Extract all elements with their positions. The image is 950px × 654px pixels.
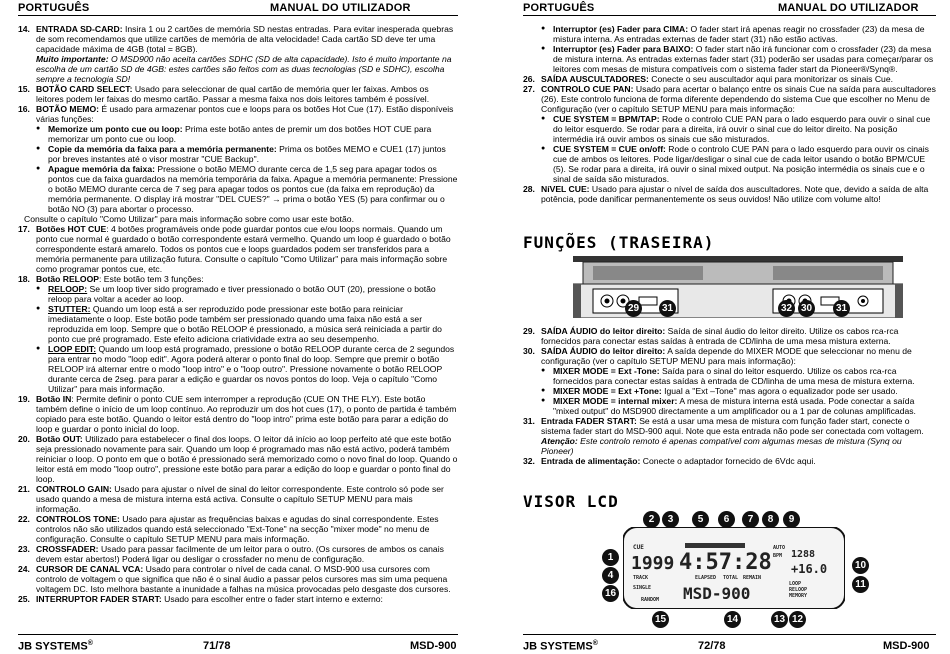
item-text: Conecte o adaptador fornecido de 6Vdc aqui. — [640, 456, 816, 466]
left-header-language: PORTUGUÊS — [18, 2, 90, 14]
callout-31: 31 — [659, 300, 676, 317]
rear-panel-illustration — [573, 256, 903, 318]
bullet-text: Igual a "Ext –Tone" mas agora o equalizador pode ser usado. — [661, 386, 898, 396]
item-number: 21. — [18, 484, 30, 494]
bullet-text: Quando um loop está programado, pressione o botão RELOOP durante cerca de 2 segundos para entrar no modo "loop edit". Agora poderá alterar o ponto final do loop. Sempre que premir o botão RELOOP irá alternar entre o modo "loop intro" e o "loop outro". Pressione novamente o botão RELOOP durante cerca de 2seg. para parar a edição e guardar os novos pontos do loop. Veja o capítulo "Como Utilizar" para mais informação. — [48, 344, 455, 394]
left-footer-model: MSD-900 — [410, 640, 457, 652]
item-number: 27. — [523, 84, 535, 94]
item-text: Usado para ajustar as frequências baixas e agudas do sinal correspondente. Estes controlos não são utilizados quando está seleccionado "Ext-Tone" na secção "mixer mode" no menu de configuração. Consulte o capítulo SETUP MENU para mais informação. — [36, 514, 439, 544]
item-28 — [523, 184, 936, 204]
item-number: 19. — [18, 394, 30, 404]
item-text: Usado para acertar o balanço entre os sinais Cue na saída para auscultadores (26). Este controlo funciona de forma diferente dependendo do sistema Cue que escolher no Menu de Configuração (ver o capítulo SETUP MENU para mais informação: — [541, 84, 936, 114]
item-text: Usado para controlar o nível de cada canal. O MSD-900 usa cursores com controlo de voltagem o que significa que não é o sinal áudio a passar pelos cursores mas sim uma pequena voltagem DC. Isto melhora bastante a inunidade a falhas na música provocadas pelo desgaste dos cursores. — [36, 564, 451, 594]
note-heading: Muito importante: — [36, 54, 109, 64]
bullet-heading: MIXER MODE = Ext -Tone: — [553, 366, 660, 376]
bullet-heading: STUTTER: — [48, 304, 91, 314]
lcd-label-auto: AUTO — [773, 545, 786, 551]
left-header-rule — [18, 15, 458, 16]
lcd-pitch: +16.0 — [791, 562, 828, 576]
item-30 — [523, 346, 936, 366]
item-number: 22. — [18, 514, 30, 524]
item-heading: BOTÃO CARD SELECT: — [36, 84, 133, 94]
left-footer-brand — [18, 640, 93, 653]
bullet-text: O fader start irá apenas reagir no crossfader (23) da mesa de mistura interna. As entradas externas de fader start (31) não estão activas. — [553, 24, 925, 44]
item-27 — [523, 84, 936, 114]
item-text: Usado para passar facilmente de um leitor para o outro. (Os cursores de ambos os canais devem estar abertos!) Poderá ligar ou desligar o crossfader no menu de configuração. — [36, 544, 444, 564]
lcd-label-random: RANDOM — [641, 597, 660, 603]
lcd-illustration — [623, 527, 845, 609]
bullet-heading: MIXER MODE = internal mixer: — [553, 396, 678, 406]
item-heading: CONTROLOS TONE: — [36, 514, 120, 524]
right-page-body-top — [523, 24, 936, 204]
lcd-bar-indicator — [685, 543, 745, 548]
bullet-text: O fader start não irá funcionar com o crossfader (23) da mesa de mistura interna. As entradas externas fader start (31) poderão ser usadas para começar/parar os leitores com mesas de mistura compatíveis com o sistema fader start da Pioneer®/Synq®. — [553, 44, 934, 74]
item-number: 23. — [18, 544, 30, 554]
bullet-heading: Copie da memória da faixa para a memória permanente: — [48, 144, 277, 154]
item-16-tail: Consulte o capítulo "Como Utilizar" para mais informação sobre como usar este botão. — [24, 214, 354, 224]
item-20 — [18, 434, 458, 484]
lcd-label-track: TRACK — [633, 575, 649, 581]
item-heading: SAÍDA ÁUDIO do leitor direito: — [541, 346, 666, 356]
bullet — [36, 284, 458, 304]
callout-13: 13 — [771, 611, 788, 628]
bullet — [36, 124, 458, 144]
right-header-rule — [523, 15, 936, 16]
callout-2: 2 — [643, 511, 660, 528]
callout-11: 11 — [852, 576, 869, 593]
item-18 — [18, 274, 458, 284]
item-heading: CROSSFADER: — [36, 544, 99, 554]
callout-1: 1 — [602, 549, 619, 566]
callout-6: 6 — [718, 511, 735, 528]
lcd-track-number: 1999 — [631, 553, 675, 574]
lcd-label-memory: MEMORY — [789, 593, 808, 599]
left-header-title: MANUAL DO UTILIZADOR — [270, 2, 411, 14]
item-text: : Este botão tem 3 funções: — [99, 274, 204, 284]
lcd-label-elapsed: ELAPSED — [695, 575, 717, 581]
callout-3: 3 — [662, 511, 679, 528]
bullet-text: Rode o controlo CUE PAN para o lado esquerdo para ouvir os cinais cue de ambos os leitores. Pode ligar/desligar o sinal cue de cada leitor usando o botão BPM/CUE (5). Se rodar para a direita, irá ouvir o sinal mixed output. Na posição intermédia os sinais cue e o sinal de saída são misturados. — [553, 144, 929, 184]
item-number: 20. — [18, 434, 30, 444]
callout-9: 9 — [783, 511, 800, 528]
item-number: 16. — [18, 104, 30, 114]
item-number: 15. — [18, 84, 30, 94]
bullet-heading: RELOOP: — [48, 284, 88, 294]
bullet — [36, 144, 458, 164]
bullet — [541, 114, 936, 144]
item-text: Saída de sinal áudio do leitor direito. Utilize os cabos rca-rca fornecidos para conectar estas saídas à entrada de CD/linha de uma mesa mistura externa. — [541, 326, 899, 346]
item-number: 30. — [523, 346, 535, 356]
callout-14: 14 — [724, 611, 741, 628]
bullet — [541, 44, 936, 74]
item-17 — [18, 224, 458, 274]
item-22 — [18, 514, 458, 544]
bullet — [36, 304, 458, 344]
left-footer-rule — [18, 634, 458, 635]
right-footer-model: MSD-900 — [883, 640, 930, 652]
item-heading: Botão IN — [36, 394, 72, 404]
lcd-label-single: SINGLE — [633, 585, 652, 591]
item-15 — [18, 84, 458, 104]
callout-15: 15 — [652, 611, 669, 628]
callout-31b: 31 — [833, 300, 850, 317]
right-header-language: PORTUGUÊS — [523, 2, 595, 14]
lcd-label-bpm: BPM — [773, 553, 783, 559]
lcd-label-cue: CUE — [633, 544, 644, 551]
callout-16: 16 — [602, 585, 619, 602]
item-text: Usado para seleccionar de qual cartão de memória quer ler faixas. Ambos os leitores podem ler faixas do mesmo cartão. Passar a mesma faixa nos dois leitores também é possível. — [36, 84, 430, 104]
bullet — [541, 366, 936, 386]
lcd-time: 4:57:28 — [679, 550, 772, 575]
bullet-heading: Apague memória da faixa: — [48, 164, 155, 174]
bullet-text: Prima os botões MEMO e CUE1 (17) juntos por breves instantes até o visor mostrar "CUE Backup". — [48, 144, 446, 164]
item-text: Usado para ajustar o nível de sinal do leitor correspondente. Este controlo só pode ser usado quando a mesa de mistura interna está activa. Consulte o capítulo SETUP MENU para mais informação. — [36, 484, 444, 514]
bullet — [541, 386, 936, 396]
brand-name: JB SYSTEMS — [18, 640, 88, 653]
lcd-label-loop: LOOP — [789, 581, 802, 587]
bullet — [541, 24, 936, 44]
item-heading: Botão RELOOP — [36, 274, 100, 284]
item-heading: BOTÃO MEMO: — [36, 104, 100, 114]
item-text: Utilizado para estabelecer o final dos loops. O leitor dá início ao loop perfeito até que este botão seja pressionado novamente para sair. Quando um loop é programado mas não está activo, poderá também reiniciar o loop. O ponto em que o botão é pressionado será memorizado como o novo final do loop. Quando o leitor está em modo "loop outro", pressione este botão para parar a edição do loop e guardar o ponto final do loop. — [36, 434, 458, 484]
note-heading: Atenção: — [541, 436, 578, 446]
lcd-label-remain: REMAIN — [743, 575, 762, 581]
item-heading: SAÍDA ÁUDIO do leitor direito: — [541, 326, 666, 336]
registered-mark: ® — [592, 640, 598, 647]
item-heading: CURSOR DE CANAL VCA: — [36, 564, 144, 574]
item-19 — [18, 394, 458, 434]
bullet — [541, 396, 936, 416]
item-25 — [18, 594, 458, 604]
item-number: 18. — [18, 274, 30, 284]
left-footer-page: 71/78 — [203, 640, 231, 652]
right-footer-page: 72/78 — [698, 640, 726, 652]
lcd-text-display: MSD-900 — [683, 584, 751, 603]
item-heading: Entrada de alimentação: — [541, 456, 641, 466]
item-text: Conecte o seu auscultador aqui para monitorizar os sinais Cue. — [648, 74, 894, 84]
item-number: 24. — [18, 564, 30, 574]
item-text: Se está a usar uma mesa de mistura com função fader start, conecte o sistema fader start do MSD-900 aqui. Note que esta entrada não pode ser conectada com voltagem. — [541, 416, 924, 436]
item-32 — [523, 456, 936, 466]
item-heading: CONTROLO GAIN: — [36, 484, 112, 494]
item-16 — [18, 104, 458, 124]
callout-4: 4 — [602, 567, 619, 584]
bullet-text: A mesa de mistura interna está usada. Pode conectar a saída "mixed output" do MSD900 directamente a um amplificador ou a 1 par de colunas amplificadas. — [553, 396, 916, 416]
item-heading: SAÍDA AUSCULTADORES: — [541, 74, 649, 84]
item-heading: CONTROLO CUE PAN: — [541, 84, 634, 94]
item-24 — [18, 564, 458, 594]
callout-32: 32 — [778, 300, 795, 317]
bullet-text: Saída para o sinal do leitor esquerdo. Utilize os cabos rca-rca fornecidos para conectar estas saídas à entrada de CD/linha de uma mesa de mistura externa. — [553, 366, 915, 386]
right-page-body-bottom — [523, 326, 936, 466]
callout-7: 7 — [742, 511, 759, 528]
bullet-heading: Interruptor (es) Fader para BAIXO: — [553, 44, 694, 54]
bullet-text: Se um loop tiver sido programado e tiver pressionado o botão OUT (20), pressione o botão reloop para voltar a aceder ao loop. — [48, 284, 436, 304]
bullet-heading: MIXER MODE = Ext +Tone: — [553, 386, 662, 396]
item-heading: Entrada FADER START: — [541, 416, 637, 426]
bullet — [36, 344, 458, 394]
bullet-text: Pressione o botão MEMO durante cerca de 1,5 seg para apagar todos os pontos cue da faixa guardados na memória temporária da faixa. Apague a memória permanente: Pressione o botão MEMO durante cerca de 7 seg para apagar todos os pontos cue (da faixa em reprodução) da memória permanente. O display irá mostrar "DEL CUES?" → prima o botão YES (5) para confirmar ou o botão NO (3) para abortar o processo. — [48, 164, 458, 214]
callout-10: 10 — [852, 557, 869, 574]
right-header-title: MANUAL DO UTILIZADOR — [778, 2, 919, 14]
item-14 — [18, 24, 458, 84]
bullet-text: Quando um loop está a ser reproduzido pode pressionar este botão para reiniciar imediatamente o loop. Este botão pode também ser pressionado quando uma faixa não está a ser reproduzida em loop. Sempre que o botão RELOOP é pressionado, a música será reiniciada a partir do ponto cue pré programado. Este efeito adiciona criatividade extra ao seu desempenho. — [48, 304, 442, 344]
right-footer-brand — [523, 640, 598, 653]
item-heading: INTERRUPTOR FADER START: — [36, 594, 162, 604]
item-text: Usado para escolher entre o fader start interno e externo: — [161, 594, 383, 604]
callout-8: 8 — [762, 511, 779, 528]
left-page-body — [18, 24, 458, 604]
lcd-bpm: 1288 — [791, 549, 816, 560]
item-29 — [523, 326, 936, 346]
bullet-text: Prima este botão antes de premir um dos botões HOT CUE para memorizar um ponto cue ou loop. — [48, 124, 432, 144]
item-number: 26. — [523, 74, 535, 84]
note-text: Este controlo remoto é apenas compatível com algumas mesas de mistura (Synq ou Pioneer) — [541, 436, 902, 456]
note-text: O MSD900 não aceita cartões SDHC (SD de alta capacidade). Isto é muito importante na escolha de um cartão SD de 4GB: estes cartões são feitos com as duas tecnologias (SD e SDHC), escolha sempre a tecnologia SD! — [36, 54, 452, 84]
lcd-label-total: TOTAL — [723, 575, 739, 581]
item-text: É usado para armazenar pontos cue e loops para os botões Hot Cue (17). Estão disponíveis várias funções: — [36, 104, 454, 124]
item-text: Usado para ajustar o nível de saída dos auscultadores. Note que, devido a saída de alta potência, pode danificar permanentemente os seus ouvidos! Não utilize com volume alto! — [541, 184, 929, 204]
item-number: 25. — [18, 594, 30, 604]
bullet-heading: Memorize um ponto cue ou loop: — [48, 124, 183, 134]
callout-5: 5 — [692, 511, 709, 528]
rear-section-title: FUNÇÕES (TRASEIRA) — [523, 233, 715, 252]
bullet — [541, 144, 936, 184]
right-footer-rule — [523, 634, 936, 635]
item-text: A saída depende do MIXER MODE que seleccionar no menu de configuração (ver o capítulo SETUP MENU para mais informação): — [541, 346, 912, 366]
item-heading: ENTRADA SD-CARD: — [36, 24, 123, 34]
item-heading: Botão OUT: — [36, 434, 83, 444]
item-number: 17. — [18, 224, 30, 234]
registered-mark: ® — [87, 640, 93, 647]
item-text: : 4 botões programáveis onde pode guardar pontos cue e/ou loops normais. Quando um ponto cue normal é guardado o botão correspondente estará vermelho. Quando um loop é guardado o botão correspondente estará amarelo. Todos os pontos cue e loops guardados podem ser transferidos para a memória permanente para utilização futura. Consulte o capítulo "Como Utilizar" para mais informação sobre como programar pontos cue, etc. — [36, 224, 451, 274]
callout-12: 12 — [789, 611, 806, 628]
brand-name: JB SYSTEMS — [523, 640, 593, 653]
lcd-section-title: VISOR LCD — [523, 492, 619, 511]
item-26 — [523, 74, 936, 84]
callout-30: 30 — [798, 300, 815, 317]
right-page — [475, 0, 950, 654]
item-23 — [18, 544, 458, 564]
bullet — [36, 164, 458, 214]
bullet-heading: CUE SYSTEM = CUE on/off: — [553, 144, 666, 154]
callout-29: 29 — [625, 300, 642, 317]
lcd-label-reloop: RELOOP — [789, 587, 808, 593]
item-text: : Permite definir o ponto CUE sem interromper a reprodução (CUE ON THE FLY). Este botão também define o início de um loop contínuo. Ao reproduzir um dos hot cues (17), o ponto de partida é também copiado para este botão. Quando o leitor está dentro do "loop intro" prima este botão para parar a edição do loop e guardar o ponto inicial do loop. — [36, 394, 457, 434]
item-number: 29. — [523, 326, 535, 336]
item-31 — [523, 416, 936, 456]
bullet-heading: LOOP EDIT: — [48, 344, 97, 354]
bullet-heading: Interruptor (es) Fader para CIMA: — [553, 24, 689, 34]
item-text: Insira 1 ou 2 cartões de memória SD nestas entradas. Para evitar inesperada quebras de som recomendamos que utilize cartões de memória de alta velocidade! Cada cartão SD deve ter uma capacidade máxima de 4GB (total = 8GB). — [36, 24, 454, 54]
item-number: 28. — [523, 184, 535, 194]
item-number: 32. — [523, 456, 535, 466]
item-number: 14. — [18, 24, 30, 34]
item-heading: Botões HOT CUE — [36, 224, 107, 234]
item-number: 31. — [523, 416, 535, 426]
bullet-heading: CUE SYSTEM = BPM/TAP: — [553, 114, 660, 124]
bullet-text: Rode o controlo CUE PAN para o lado esquerdo para ouvir o sinal cue do leitor esquerdo. Se rodar para a direita, irá ouvir o sinal cue do leitor direito. Na posição intermédia irá ouvir ambos os sinais cue são misturados. — [553, 114, 931, 144]
item-21 — [18, 484, 458, 514]
item-heading: NíVEL CUE: — [541, 184, 590, 194]
